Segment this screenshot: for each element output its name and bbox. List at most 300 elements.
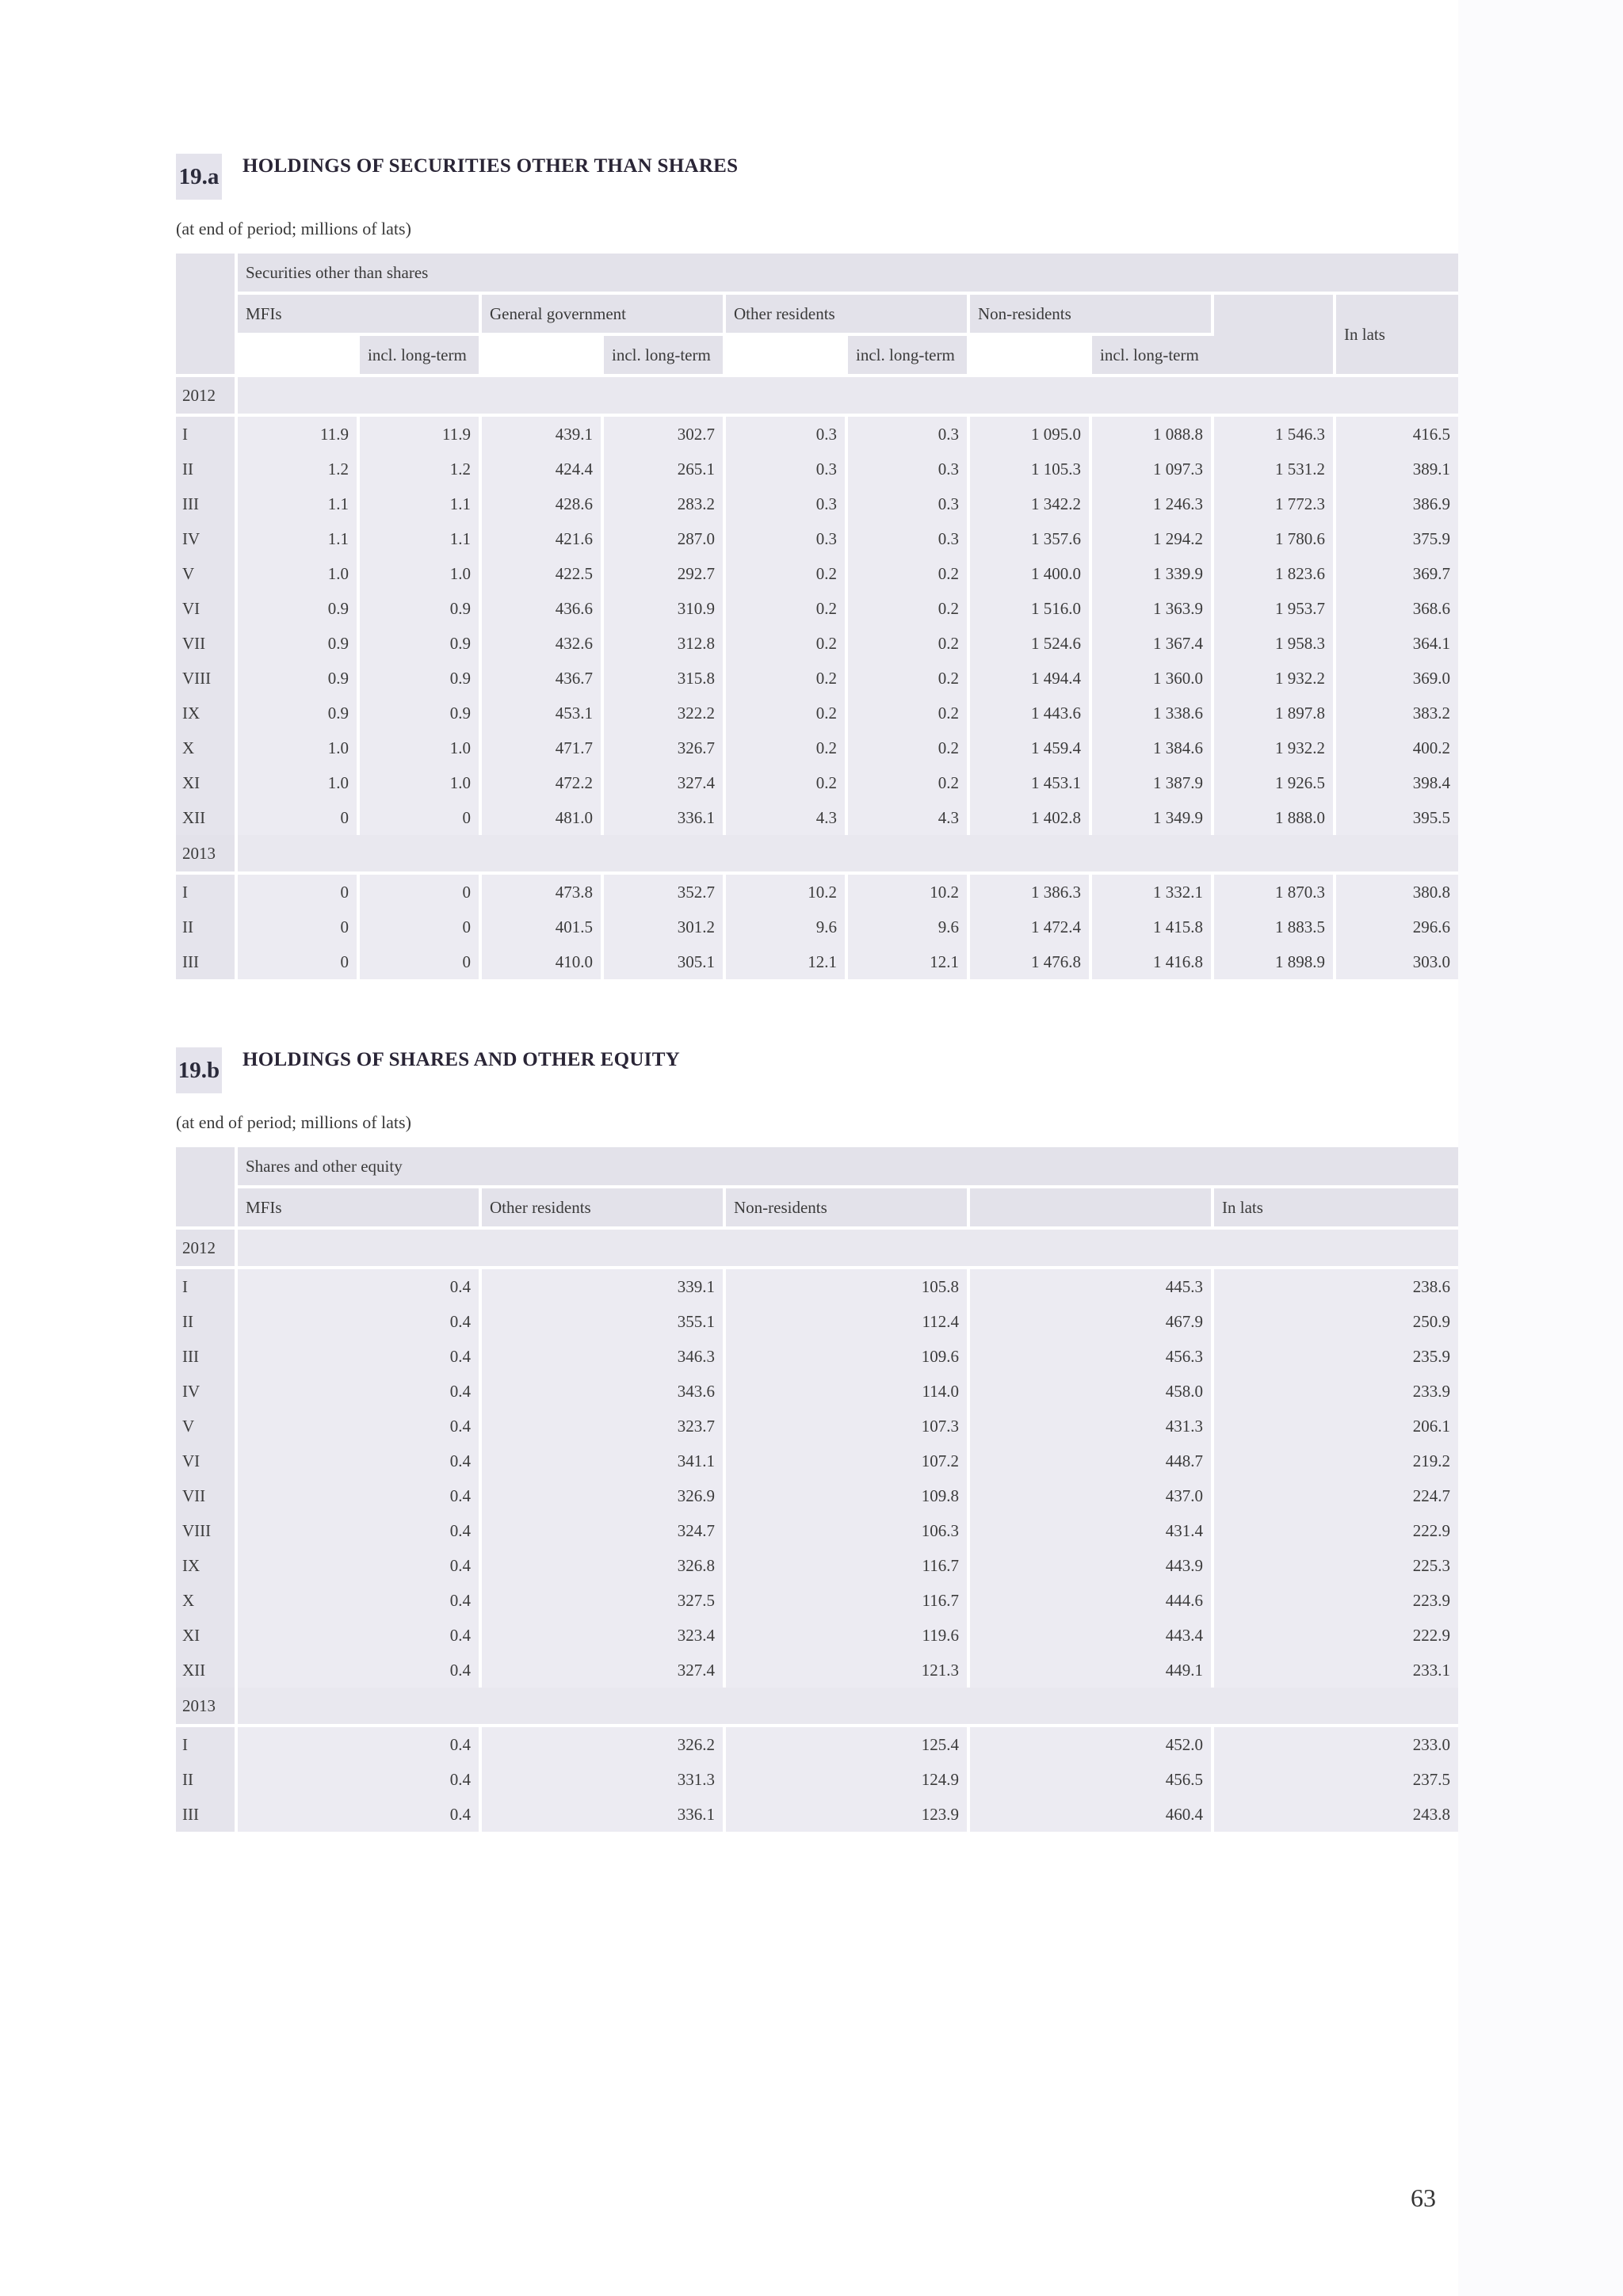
table-cell: 326.7: [604, 730, 726, 765]
table-cell: 443.9: [970, 1548, 1214, 1583]
section-number: 19.a: [176, 154, 222, 200]
section-securities: [176, 154, 1458, 979]
table-cell: 1 095.0: [970, 417, 1092, 452]
table-cell: 0.4: [238, 1444, 482, 1478]
table-cell: 301.2: [604, 910, 726, 944]
month-label: III: [176, 1339, 238, 1374]
table-cell: 119.6: [726, 1618, 970, 1653]
subheader-blank: [970, 336, 1092, 377]
table-cell: 9.6: [726, 910, 848, 944]
table-cell: 323.7: [482, 1409, 726, 1444]
table-cell: 315.8: [604, 661, 726, 696]
month-label: V: [176, 556, 238, 591]
table-cell: 346.3: [482, 1339, 726, 1374]
table-cell: 1 097.3: [1092, 452, 1214, 486]
table-cell: 222.9: [1214, 1618, 1458, 1653]
table-cell: 1.0: [238, 765, 360, 800]
table-cell: 0: [360, 875, 482, 910]
subheader-blank: [726, 336, 848, 377]
month-label: II: [176, 452, 238, 486]
table-cell: 1 476.8: [970, 944, 1092, 979]
table-row: [176, 765, 1458, 800]
month-label: VII: [176, 1478, 238, 1513]
section-subtitle: (at end of period; millions of lats): [176, 219, 411, 238]
table-cell: 1.2: [360, 452, 482, 486]
col-header-general-government: General government: [482, 295, 726, 336]
table-cell: 1 897.8: [1214, 696, 1336, 730]
table-cell: 1 332.1: [1092, 875, 1214, 910]
table-cell: 0: [360, 944, 482, 979]
table-cell: 0.2: [726, 661, 848, 696]
table-cell: 0.4: [238, 1727, 482, 1762]
table-row: [176, 875, 1458, 910]
table-cell: 1 472.4: [970, 910, 1092, 944]
table-cell: 0.9: [238, 696, 360, 730]
table-row: [176, 1548, 1458, 1583]
table-cell: 0.9: [360, 591, 482, 626]
table-cell: 369.0: [1336, 661, 1458, 696]
table-cell: 1 898.9: [1214, 944, 1336, 979]
table-row: [176, 1618, 1458, 1653]
table-cell: 10.2: [848, 875, 970, 910]
table-row: [176, 1653, 1458, 1688]
table-cell: 1 516.0: [970, 591, 1092, 626]
year-row-fill: [238, 835, 1458, 875]
table-row: [176, 521, 1458, 556]
table-row: [176, 1513, 1458, 1548]
table-cell: 327.5: [482, 1583, 726, 1618]
table-row: [176, 417, 1458, 452]
table-cell: 1 402.8: [970, 800, 1092, 835]
table-cell: 0.4: [238, 1304, 482, 1339]
table-cell: 472.2: [482, 765, 604, 800]
table-cell: 449.1: [970, 1653, 1214, 1688]
table-cell: 1.0: [360, 730, 482, 765]
month-label: XI: [176, 765, 238, 800]
table-cell: 305.1: [604, 944, 726, 979]
table-cell: 1 088.8: [1092, 417, 1214, 452]
page-margin: [1458, 0, 1623, 2296]
table-cell: 331.3: [482, 1762, 726, 1797]
table-cell: 467.9: [970, 1304, 1214, 1339]
col-header-non-residents: Non-residents: [970, 295, 1214, 336]
table-cell: 437.0: [970, 1478, 1214, 1513]
page-number: 63: [1411, 2183, 1436, 2212]
table-cell: 336.1: [604, 800, 726, 835]
section-header: [176, 154, 1458, 206]
month-label: IX: [176, 696, 238, 730]
table-cell: 0.9: [360, 696, 482, 730]
table-cell: 343.6: [482, 1374, 726, 1409]
table-cell: 0.9: [360, 626, 482, 661]
table-cell: 233.0: [1214, 1727, 1458, 1762]
table-cell: 0.2: [848, 556, 970, 591]
table-cell: 238.6: [1214, 1269, 1458, 1304]
table-row: [176, 452, 1458, 486]
table-cell: 0.4: [238, 1339, 482, 1374]
table-cell: 431.3: [970, 1409, 1214, 1444]
table-cell: 401.5: [482, 910, 604, 944]
month-label: XII: [176, 1653, 238, 1688]
table-cell: 1 888.0: [1214, 800, 1336, 835]
table-cell: 323.4: [482, 1618, 726, 1653]
month-label: VI: [176, 591, 238, 626]
col-header-mfis: MFIs: [238, 1188, 482, 1230]
table-cell: 375.9: [1336, 521, 1458, 556]
col-header-other-residents: Other residents: [726, 295, 970, 336]
table-cell: 219.2: [1214, 1444, 1458, 1478]
month-label: VIII: [176, 661, 238, 696]
table-cell: 1.0: [238, 556, 360, 591]
month-label: VIII: [176, 1513, 238, 1548]
table-cell: 222.9: [1214, 1513, 1458, 1548]
year-label: 2013: [176, 1688, 238, 1727]
table-cell: 1 932.2: [1214, 730, 1336, 765]
subheader-blank: [482, 336, 604, 377]
table-row: [176, 1797, 1458, 1832]
section-header: [176, 1047, 1458, 1100]
month-label: I: [176, 1269, 238, 1304]
table-cell: 400.2: [1336, 730, 1458, 765]
table-row: [176, 730, 1458, 765]
month-label: XII: [176, 800, 238, 835]
table-cell: 116.7: [726, 1548, 970, 1583]
table-cell: 114.0: [726, 1374, 970, 1409]
year-row-fill: [238, 1230, 1458, 1269]
table-cell: 1.1: [360, 486, 482, 521]
table-cell: 383.2: [1336, 696, 1458, 730]
table-cell: 292.7: [604, 556, 726, 591]
table-cell: 448.7: [970, 1444, 1214, 1478]
table-cell: 1 338.6: [1092, 696, 1214, 730]
table-cell: 235.9: [1214, 1339, 1458, 1374]
col-header-mfis: MFIs: [238, 295, 482, 336]
table-cell: 1 416.8: [1092, 944, 1214, 979]
table-cell: 327.4: [482, 1653, 726, 1688]
table-cell: 439.1: [482, 417, 604, 452]
table-cell: 364.1: [1336, 626, 1458, 661]
subheader-incl-long-term: incl. long-term: [1092, 336, 1214, 377]
year-label: 2012: [176, 1230, 238, 1269]
table-row: [176, 626, 1458, 661]
table-cell: 310.9: [604, 591, 726, 626]
table-cell: 1 459.4: [970, 730, 1092, 765]
table-cell: 1 384.6: [1092, 730, 1214, 765]
table-cell: 250.9: [1214, 1304, 1458, 1339]
table-cell: 1 780.6: [1214, 521, 1336, 556]
table-cell: 0.4: [238, 1762, 482, 1797]
month-label: XI: [176, 1618, 238, 1653]
table-cell: 1 870.3: [1214, 875, 1336, 910]
table-cell: 11.9: [238, 417, 360, 452]
table-cell: 1.2: [238, 452, 360, 486]
table-cell: 233.9: [1214, 1374, 1458, 1409]
table-cell: 1 415.8: [1092, 910, 1214, 944]
table-cell: 422.5: [482, 556, 604, 591]
table-cell: 0.3: [848, 486, 970, 521]
table-row: [176, 1269, 1458, 1304]
table-row: [176, 944, 1458, 979]
table-cell: 0.2: [726, 696, 848, 730]
section-subtitle: (at end of period; millions of lats): [176, 1112, 411, 1132]
table-cell: 0.4: [238, 1513, 482, 1548]
table-cell: 233.1: [1214, 1653, 1458, 1688]
corner-cell: [176, 254, 238, 377]
table-cell: 109.6: [726, 1339, 970, 1374]
table-cell: 428.6: [482, 486, 604, 521]
col-header-in-lats: In lats: [1214, 1188, 1458, 1230]
table-cell: 10.2: [726, 875, 848, 910]
table-cell: 125.4: [726, 1727, 970, 1762]
table-cell: 0.2: [848, 661, 970, 696]
table-row: [176, 591, 1458, 626]
table-row: [176, 800, 1458, 835]
table-cell: 389.1: [1336, 452, 1458, 486]
table-cell: 1.1: [238, 486, 360, 521]
month-label: I: [176, 417, 238, 452]
table-cell: 0.3: [726, 521, 848, 556]
table-cell: 0.2: [848, 765, 970, 800]
col-header-other-residents: Other residents: [482, 1188, 726, 1230]
month-label: IX: [176, 1548, 238, 1583]
table-cell: 443.4: [970, 1618, 1214, 1653]
table-cell: 0.4: [238, 1269, 482, 1304]
table-cell: 4.3: [848, 800, 970, 835]
table-cell: 453.1: [482, 696, 604, 730]
table-cell: 0.2: [726, 730, 848, 765]
month-label: IV: [176, 521, 238, 556]
table-row: [176, 1478, 1458, 1513]
table-cell: 444.6: [970, 1583, 1214, 1618]
table-cell: 0.9: [238, 661, 360, 696]
table-cell: 121.3: [726, 1653, 970, 1688]
table-cell: 0.9: [360, 661, 482, 696]
header-group: Securities other than shares: [238, 254, 1458, 295]
shares-table: [176, 1147, 1458, 1832]
table-cell: 312.8: [604, 626, 726, 661]
table-cell: 1 823.6: [1214, 556, 1336, 591]
month-label: VII: [176, 626, 238, 661]
year-row-fill: [238, 377, 1458, 417]
table-cell: 0.2: [848, 696, 970, 730]
table-row: [176, 556, 1458, 591]
table-cell: 0: [238, 910, 360, 944]
section-number: 19.b: [176, 1047, 222, 1093]
month-label: II: [176, 1304, 238, 1339]
table-cell: 0.2: [726, 765, 848, 800]
year-label: 2013: [176, 835, 238, 875]
table-cell: 12.1: [848, 944, 970, 979]
table-cell: 0.3: [726, 452, 848, 486]
table-cell: 265.1: [604, 452, 726, 486]
table-row: [176, 1727, 1458, 1762]
table-cell: 1 524.6: [970, 626, 1092, 661]
month-label: III: [176, 1797, 238, 1832]
table-cell: 1 363.9: [1092, 591, 1214, 626]
table-cell: 0.3: [726, 486, 848, 521]
table-cell: 339.1: [482, 1269, 726, 1304]
table-row: [176, 910, 1458, 944]
col-header-total: [1214, 295, 1336, 377]
year-label: 2012: [176, 377, 238, 417]
table-cell: 473.8: [482, 875, 604, 910]
table-cell: 1 349.9: [1092, 800, 1214, 835]
table-cell: 243.8: [1214, 1797, 1458, 1832]
col-header-non-residents: Non-residents: [726, 1188, 970, 1230]
table-cell: 341.1: [482, 1444, 726, 1478]
table-cell: 107.3: [726, 1409, 970, 1444]
table-cell: 327.4: [604, 765, 726, 800]
table-cell: 106.3: [726, 1513, 970, 1548]
table-cell: 460.4: [970, 1797, 1214, 1832]
table-cell: 336.1: [482, 1797, 726, 1832]
table-cell: 0: [360, 800, 482, 835]
month-label: V: [176, 1409, 238, 1444]
subheader-incl-long-term: incl. long-term: [360, 336, 482, 377]
table-cell: 1 386.3: [970, 875, 1092, 910]
table-cell: 481.0: [482, 800, 604, 835]
table-cell: 1 400.0: [970, 556, 1092, 591]
table-cell: 432.6: [482, 626, 604, 661]
table-cell: 398.4: [1336, 765, 1458, 800]
table-cell: 410.0: [482, 944, 604, 979]
table-cell: 1.0: [360, 765, 482, 800]
table-cell: 322.2: [604, 696, 726, 730]
table-cell: 296.6: [1336, 910, 1458, 944]
table-cell: 0.4: [238, 1618, 482, 1653]
table-cell: 1 294.2: [1092, 521, 1214, 556]
table-cell: 436.6: [482, 591, 604, 626]
table-cell: 0: [360, 910, 482, 944]
table-cell: 0.2: [848, 730, 970, 765]
table-cell: 0.9: [238, 626, 360, 661]
table-cell: 303.0: [1336, 944, 1458, 979]
table-cell: 1 357.6: [970, 521, 1092, 556]
table-cell: 0.2: [726, 626, 848, 661]
table-cell: 326.9: [482, 1478, 726, 1513]
table-cell: 368.6: [1336, 591, 1458, 626]
section-shares: [176, 1047, 1458, 1832]
table-cell: 0: [238, 944, 360, 979]
table-cell: 395.5: [1336, 800, 1458, 835]
table-cell: 369.7: [1336, 556, 1458, 591]
table-cell: 0.3: [848, 417, 970, 452]
table-cell: 458.0: [970, 1374, 1214, 1409]
table-cell: 1 926.5: [1214, 765, 1336, 800]
table-cell: 12.1: [726, 944, 848, 979]
table-cell: 471.7: [482, 730, 604, 765]
table-cell: 11.9: [360, 417, 482, 452]
table-cell: 225.3: [1214, 1548, 1458, 1583]
table-row: [176, 1444, 1458, 1478]
month-label: I: [176, 1727, 238, 1762]
table-cell: 326.8: [482, 1548, 726, 1583]
table-cell: 1 246.3: [1092, 486, 1214, 521]
securities-table: [176, 254, 1458, 979]
table-cell: 0: [238, 800, 360, 835]
table-cell: 456.3: [970, 1339, 1214, 1374]
table-cell: 237.5: [1214, 1762, 1458, 1797]
table-cell: 0.4: [238, 1583, 482, 1618]
table-cell: 302.7: [604, 417, 726, 452]
table-cell: 1 932.2: [1214, 661, 1336, 696]
table-cell: 0.4: [238, 1374, 482, 1409]
table-cell: 0.2: [848, 626, 970, 661]
month-label: I: [176, 875, 238, 910]
table-cell: 4.3: [726, 800, 848, 835]
table-cell: 1.1: [360, 521, 482, 556]
table-cell: 287.0: [604, 521, 726, 556]
table-cell: 283.2: [604, 486, 726, 521]
table-cell: 324.7: [482, 1513, 726, 1548]
table-row: [176, 1583, 1458, 1618]
subheader-incl-long-term: incl. long-term: [848, 336, 970, 377]
table-cell: 1 443.6: [970, 696, 1092, 730]
table-cell: 1 387.9: [1092, 765, 1214, 800]
table-cell: 0.4: [238, 1409, 482, 1444]
table-cell: 206.1: [1214, 1409, 1458, 1444]
table-cell: 1 342.2: [970, 486, 1092, 521]
table-row: [176, 1409, 1458, 1444]
table-cell: 116.7: [726, 1583, 970, 1618]
table-cell: 1.0: [238, 730, 360, 765]
table-cell: 224.7: [1214, 1478, 1458, 1513]
month-label: III: [176, 944, 238, 979]
table-cell: 105.8: [726, 1269, 970, 1304]
table-cell: 112.4: [726, 1304, 970, 1339]
table-cell: 1 953.7: [1214, 591, 1336, 626]
table-cell: 0.4: [238, 1478, 482, 1513]
section-title: HOLDINGS OF SHARES AND OTHER EQUITY: [242, 1049, 681, 1070]
year-row-fill: [238, 1688, 1458, 1727]
table-cell: 123.9: [726, 1797, 970, 1832]
table-cell: 0.4: [238, 1797, 482, 1832]
table-cell: 0.4: [238, 1548, 482, 1583]
table-cell: 1 367.4: [1092, 626, 1214, 661]
table-cell: 109.8: [726, 1478, 970, 1513]
table-cell: 431.4: [970, 1513, 1214, 1548]
table-cell: 1.0: [360, 556, 482, 591]
month-label: X: [176, 730, 238, 765]
table-cell: 0.9: [238, 591, 360, 626]
table-cell: 326.2: [482, 1727, 726, 1762]
month-label: II: [176, 910, 238, 944]
table-cell: 1 958.3: [1214, 626, 1336, 661]
table-cell: 1 105.3: [970, 452, 1092, 486]
table-cell: 9.6: [848, 910, 970, 944]
table-cell: 380.8: [1336, 875, 1458, 910]
month-label: IV: [176, 1374, 238, 1409]
table-row: [176, 696, 1458, 730]
table-cell: 436.7: [482, 661, 604, 696]
month-label: X: [176, 1583, 238, 1618]
table-cell: 352.7: [604, 875, 726, 910]
table-cell: 223.9: [1214, 1583, 1458, 1618]
table-cell: 1 883.5: [1214, 910, 1336, 944]
table-cell: 1 531.2: [1214, 452, 1336, 486]
col-header-total: [970, 1188, 1214, 1230]
table-row: [176, 1304, 1458, 1339]
table-cell: 386.9: [1336, 486, 1458, 521]
table-cell: 1 453.1: [970, 765, 1092, 800]
table-cell: 424.4: [482, 452, 604, 486]
subheader-incl-long-term: incl. long-term: [604, 336, 726, 377]
table-cell: 445.3: [970, 1269, 1214, 1304]
table-cell: 0.3: [848, 521, 970, 556]
table-cell: 1 360.0: [1092, 661, 1214, 696]
table-row: [176, 1374, 1458, 1409]
table-cell: 1.1: [238, 521, 360, 556]
